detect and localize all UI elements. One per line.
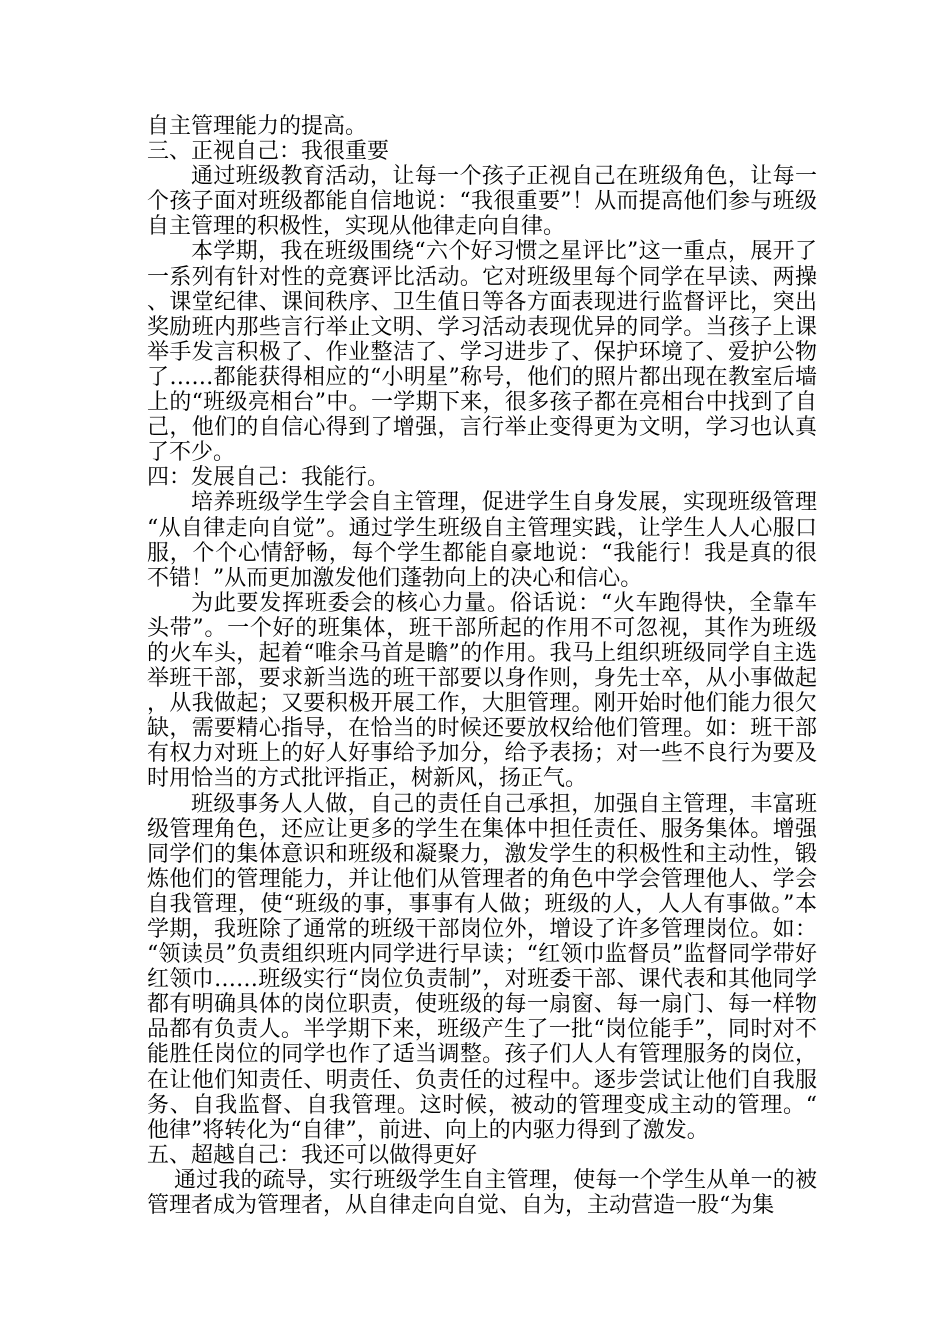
paragraph: 通过班级教育活动，让每一个孩子正视自己在班级角色，让每一个孩子面对班级都能自信地说：“我很重要”！从而提高他们参与班级自主管理的积极性，实现从他律走向自律。 bbox=[147, 164, 817, 240]
paragraph-continuation: 自主管理能力的提高。 bbox=[147, 114, 368, 139]
paragraph: 为此要发挥班委会的核心力量。俗话说：“火车跑得快，全靠车头带”。一个好的班集体，班干部所起的作用不可忽视，其作为班级的火车头，起着“唯余马首是瞻”的作用。我马上组织班级同学自主选举班干部，要求新当选的班干部要以身作则，身先士卒，从小事做起，从我做起；又要积极开展工作，大胆管理。刚开始时他们能力很欠缺，需要精心指导，在恰当的时候还要放权给他们管理。如：班干部有权力对班上的好人好事给予加分，给予表扬；对一些不良行为要及时用恰当的方式批评指正，树新风，扬正气。 bbox=[147, 590, 817, 792]
paragraph: 培养班级学生学会自主管理，促进学生自身发展，实现班级管理“从自律走向自觉”。通过学生班级自主管理实践，让学生人人心服口服，个个心情舒畅，每个学生都能自豪地说：“我能行！我是真的很不错！”从而更加激发他们蓬勃向上的决心和信心。 bbox=[147, 490, 817, 591]
paragraph: 本学期，我在班级围绕“六个好习惯之星评比”这一重点，展开了一系列有针对性的竞赛评比活动。它对班级里每个同学在早读、两操、课堂纪律、课间秩序、卫生值日等各方面表现进行监督评比，突出奖励班内那些言行举止文明、学习活动表现优异的同学。当孩子上课举手发言积极了、作业整洁了、学习进步了、保护环境了、爱护公物了……都能获得相应的“小明星”称号，他们的照片都出现在教室后墙上的“班级亮相台”中。一学期下来，很多孩子都在亮相台中找到了自己，他们的自信心得到了增强，言行举止变得更为文明，学习也认真了不少。 bbox=[147, 239, 817, 466]
document-body bbox=[147, 114, 817, 1218]
section-heading-3: 三、正视自己：我很重要 bbox=[147, 139, 390, 165]
section-heading-5: 五、超越自己：我还可以做得更好 bbox=[147, 1142, 478, 1168]
paragraph: 通过我的疏导，实行班级学生自主管理，使每一个学生从单一的被管理者成为管理者，从自律走向自觉、自为，主动营造一股“为集 bbox=[147, 1167, 817, 1219]
section-heading-4: 四：发展自己：我能行。 bbox=[147, 465, 390, 491]
paragraph: 班级事务人人做，自己的责任自己承担，加强自主管理，丰富班级管理角色，还应让更多的学生在集体中担任责任、服务集体。增强同学们的集体意识和班级和凝聚力，激发学生的积极性和主动性，锻炼他们的管理能力，并让他们从管理者的角色中学会管理他人、学会自我管理，使“班级的事，事事有人做；班级的人，人人有事做。”本学期，我班除了通常的班级干部岗位外，增设了许多管理岗位。如：“领读员”负责组织班内同学进行早读；“红领巾监督员”监督同学带好红领巾……班级实行“岗位负责制”，对班委干部、课代表和其他同学都有明确具体的岗位职责，使班级的每一扇窗、每一扇门、每一样物品都有负责人。半学期下来，班级产生了一批“岗位能手”，同时对不能胜任岗位的同学也作了适当调整。孩子们人人有管理服务的岗位，在让他们知责任、明责任、负责任的过程中。逐步尝试让他们自我服务、自我监督、自我管理。这时候，被动的管理变成主动的管理。“他律”将转化为“自律”，前进、向上的内驱力得到了激发。 bbox=[147, 791, 817, 1143]
